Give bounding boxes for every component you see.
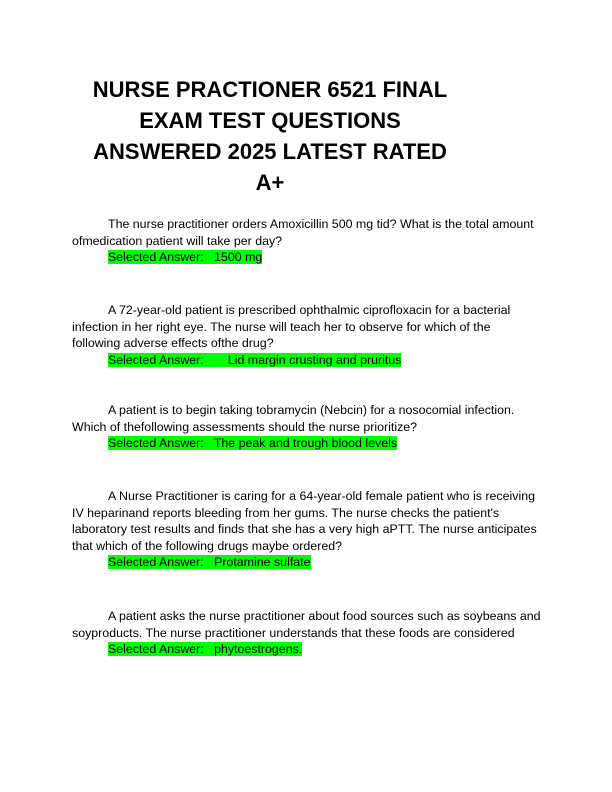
answer-highlight: Selected Answer: 1500 mg (108, 250, 263, 264)
title-line-1: NURSE PRACTIONER 6521 FINAL (92, 77, 448, 102)
selected-answer (108, 435, 542, 452)
title-line-3: ANSWERED 2025 LATEST RATED (93, 139, 447, 164)
page-title (60, 74, 480, 198)
question-2 (72, 302, 542, 368)
question-text: A patient is to begin taking tobramycin (Nebcin) for a nosocomial infection. Which of thefollowing assessments should the nurse prioritize? (72, 403, 515, 434)
question-3 (72, 402, 542, 452)
question-1 (72, 216, 542, 266)
answer-highlight: Selected Answer: The peak and trough blood levels (108, 436, 398, 450)
answer-highlight: Selected Answer: Lid margin crusting and pruritus (108, 352, 402, 367)
title-line-4: A+ (255, 170, 285, 195)
question-text: A patient asks the nurse practitioner about food sources such as soybeans and soyproducts. The nurse practitioner understands that these foods are considered (72, 609, 541, 640)
title-line-2: EXAM TEST QUESTIONS (139, 108, 401, 133)
answer-highlight: Selected Answer: Protamine sulfate (108, 555, 311, 569)
question-text: The nurse practitioner orders Amoxicillin 500 mg tid? What is the total amount ofmedication patient will take per day? (72, 217, 534, 248)
selected-answer (108, 554, 542, 571)
question-4 (72, 488, 542, 571)
selected-answer (108, 249, 542, 266)
answer-highlight: Selected Answer: phytoestrogens. (108, 642, 303, 656)
question-text: A 72-year-old patient is prescribed ophthalmic ciprofloxacin for a bacterial infection in her right eye. The nurse will teach her to observe for which of the following adverse effects ofthe drug? (72, 303, 511, 350)
selected-answer (108, 352, 542, 369)
selected-answer (108, 641, 542, 658)
question-text: A Nurse Practitioner is caring for a 64-year-old female patient who is receiving IV heparinand reports bleeding from her gums. The nurse checks the patient's laboratory test results and finds that she has a very high aPTT. The nurse anticipates that which of the following drugs maybe ordered? (72, 489, 537, 553)
question-5 (72, 608, 542, 658)
